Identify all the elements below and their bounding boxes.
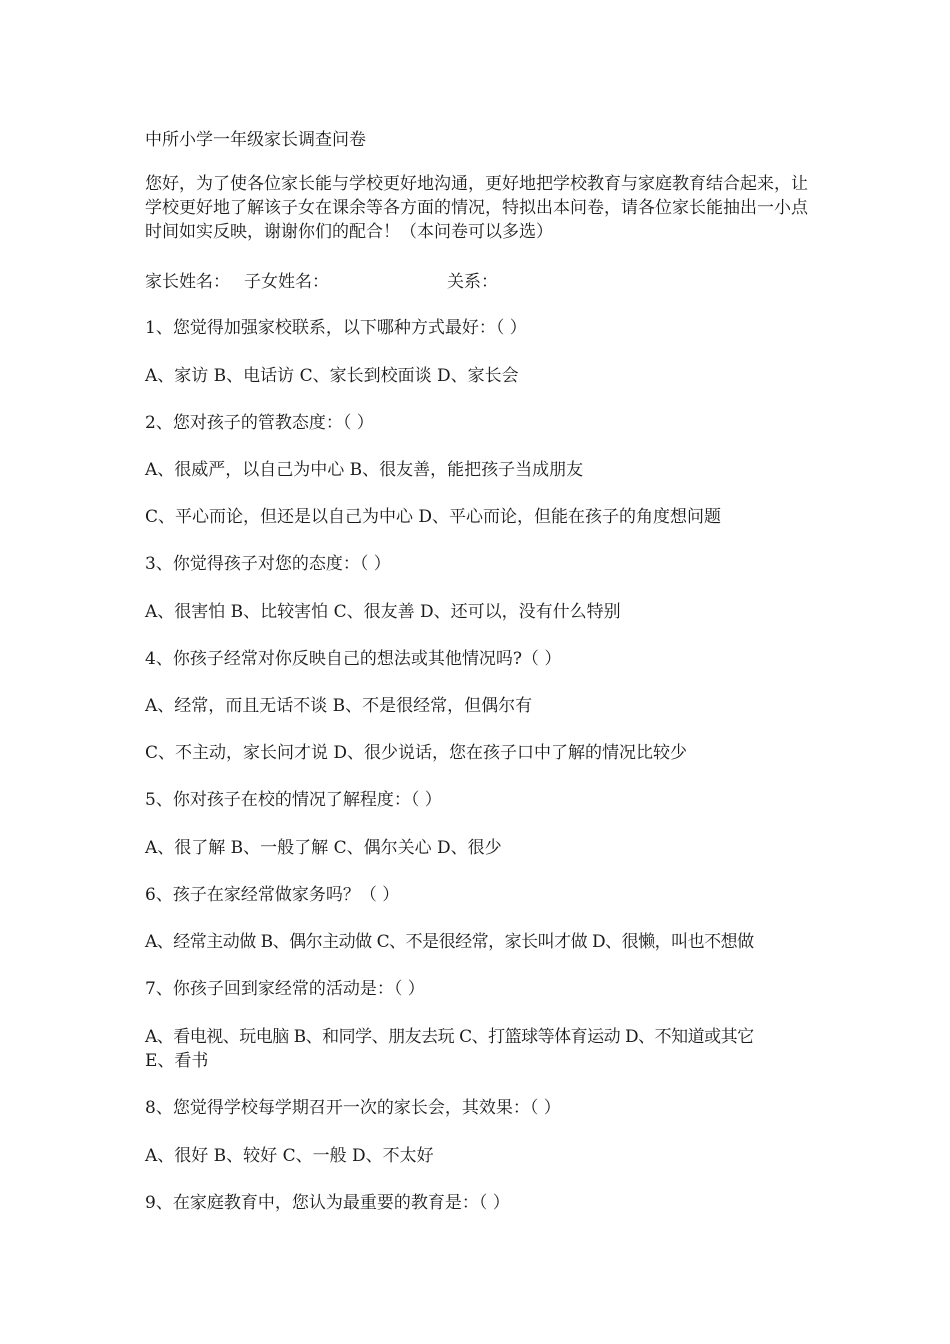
- question-8: 8、您觉得学校每学期召开一次的家长会，其效果：（ ）: [145, 1098, 561, 1118]
- question-3-options: A、很害怕 B、比较害怕 C、很友善 D、还可以，没有什么特别: [145, 602, 621, 622]
- info-fields-row: [145, 270, 825, 294]
- question-2-options-c: C、平心而论，但还是以自己为中心 D、平心而论，但能在孩子的角度想问题: [145, 507, 722, 527]
- question-1: 1、您觉得加强家校联系，以下哪种方式最好：（ ）: [145, 318, 527, 338]
- question-2: 2、您对孩子的管教态度：（ ）: [145, 413, 374, 433]
- question-4-options-c: C、不主动，家长问才说 D、很少说话，您在孩子口中了解的情况比较少: [145, 743, 688, 763]
- child-name-label: 子女姓名：: [244, 272, 329, 292]
- question-7-options-a: A、看电视、玩电脑 B、和同学、朋友去玩 C、打篮球等体育运动 D、不知道或其它: [145, 1027, 754, 1047]
- question-7: 7、你孩子回到家经常的活动是：（ ）: [145, 979, 425, 999]
- document-title: 中所小学一年级家长调查问卷: [145, 130, 366, 150]
- question-2-options-a: A、很威严，以自己为中心 B、很友善，能把孩子当成朋友: [145, 460, 584, 480]
- parent-name-label: 家长姓名：: [145, 272, 230, 292]
- intro-paragraph: 您好，为了使各位家长能与学校更好地沟通，更好地把学校教育与家庭教育结合起来，让学校更好地了解该子女在课余等各方面的情况，特拟出本问卷，请各位家长能抽出一小点时间如实反映，谢谢你们的配合！（本问卷可以多选）: [145, 174, 808, 242]
- question-6-options: A、经常主动做 B、偶尔主动做 C、不是很经常，家长叫才做 D、很懒，叫也不想做: [145, 932, 754, 952]
- question-9: 9、在家庭教育中，您认为最重要的教育是：（ ）: [145, 1193, 510, 1213]
- question-1-options: A、家访 B、电话访 C、家长到校面谈 D、家长会: [145, 366, 519, 386]
- question-5: 5、你对孩子在校的情况了解程度：（ ）: [145, 790, 442, 810]
- question-8-options: A、很好 B、较好 C、一般 D、不太好: [145, 1146, 434, 1166]
- question-5-options: A、很了解 B、一般了解 C、偶尔关心 D、很少: [145, 838, 502, 858]
- question-6: 6、孩子在家经常做家务吗？（ ）: [145, 885, 400, 905]
- question-3: 3、你觉得孩子对您的态度：（ ）: [145, 554, 391, 574]
- question-4: 4、你孩子经常对你反映自己的想法或其他情况吗?（ ）: [145, 649, 562, 669]
- relation-label: 关系：: [447, 272, 498, 292]
- question-4-options-a: A、经常，而且无话不谈 B、不是很经常，但偶尔有: [145, 696, 533, 716]
- question-7-options-e: E、看书: [145, 1051, 209, 1071]
